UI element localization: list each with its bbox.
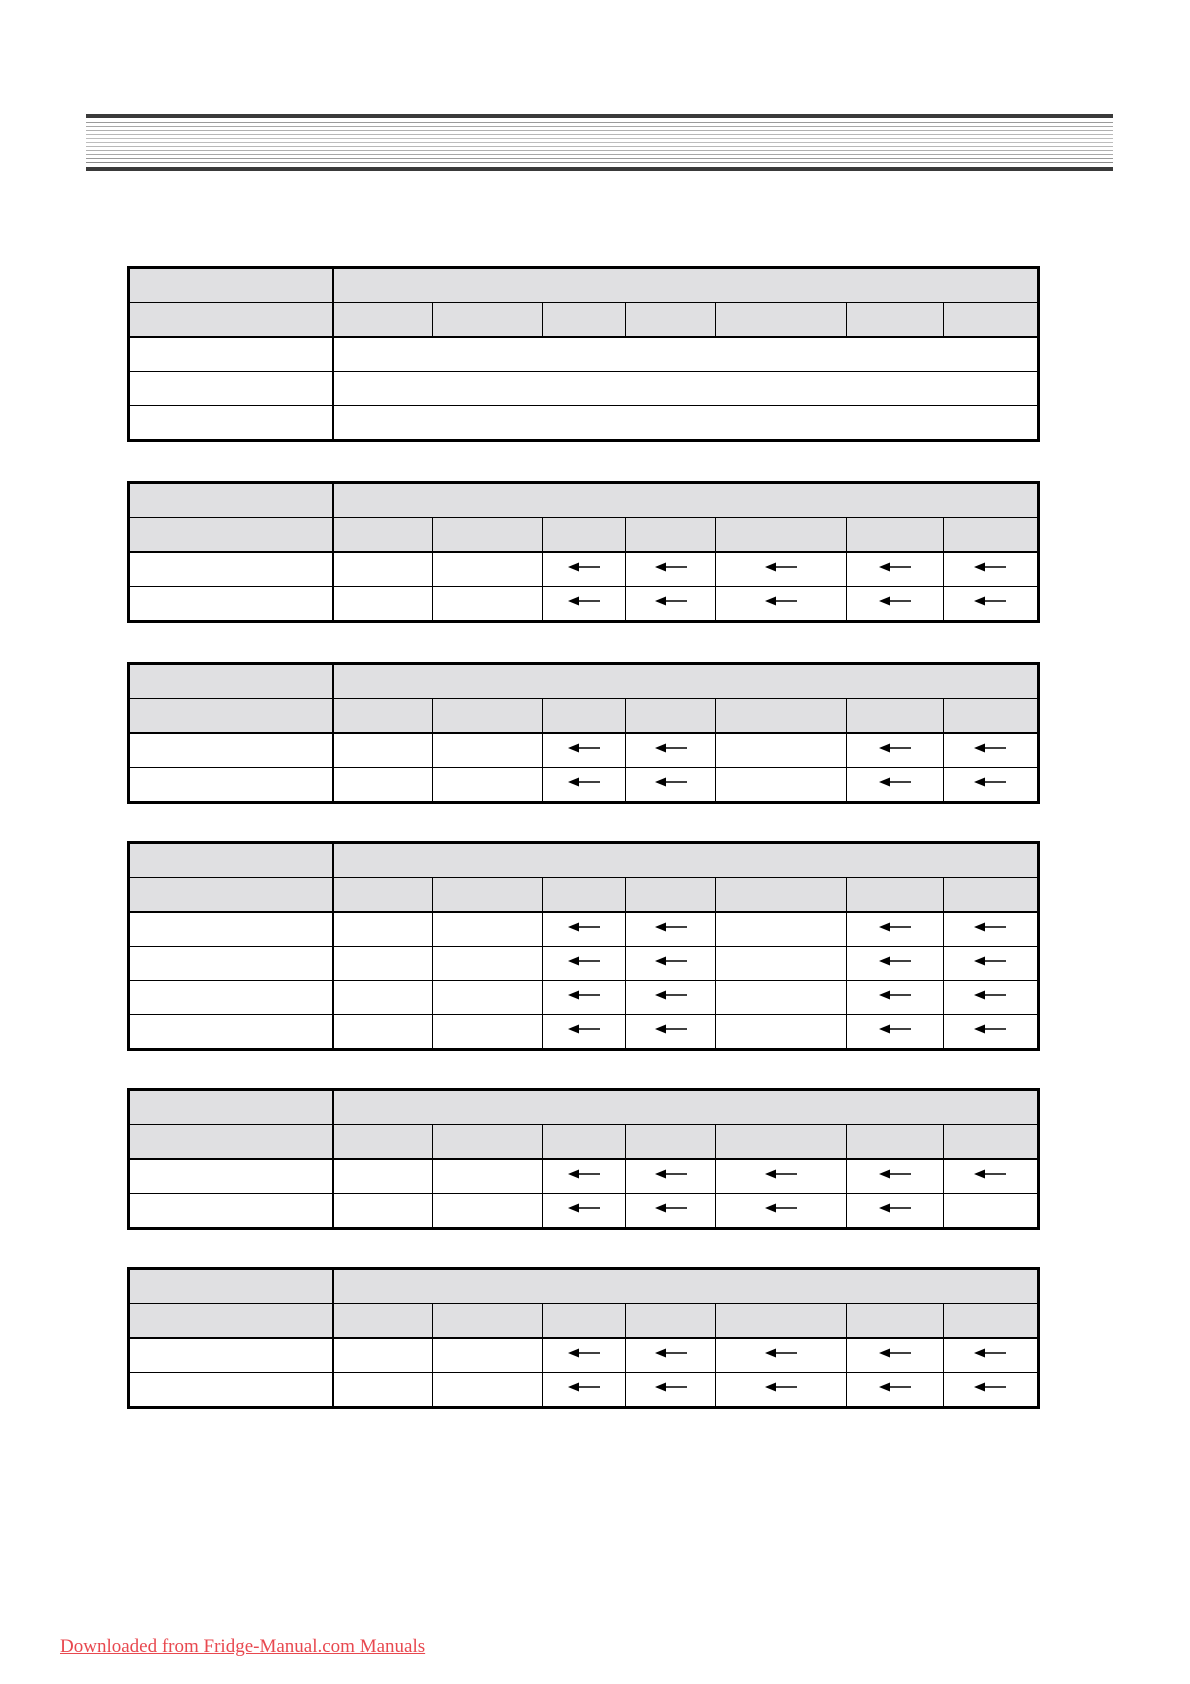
subheader-cell [543,878,626,913]
table-subheader-row [129,303,1039,338]
value-cell [715,1373,846,1408]
value-cell [433,912,543,947]
left-arrow-icon [765,1202,797,1214]
value-cell [333,912,433,947]
header-label-cell [129,1269,333,1304]
subheader-cell [543,303,626,338]
value-cell [333,552,433,587]
value-cell [543,1159,626,1194]
subheader-label-cell [129,1304,333,1339]
value-cell [715,947,846,981]
left-arrow-icon [765,595,797,607]
value-cell [433,981,543,1015]
footer-download-link[interactable]: Downloaded from Fridge-Manual.com Manuals [60,1636,426,1657]
value-cell [943,1015,1038,1050]
value-cell [943,947,1038,981]
left-arrow-icon [568,1381,600,1393]
subheader-cell [846,1304,943,1339]
left-arrow-icon [974,595,1006,607]
left-arrow-icon [974,921,1006,933]
left-arrow-icon [974,776,1006,788]
left-arrow-icon [655,1168,687,1180]
left-arrow-icon [655,595,687,607]
table-row [129,733,1039,768]
left-arrow-icon [974,742,1006,754]
table-subheader-row [129,1304,1039,1339]
table-row [129,587,1039,622]
left-arrow-icon [568,1347,600,1359]
left-arrow-icon [879,1202,911,1214]
row-label-cell [129,1338,333,1373]
header-band [86,114,1113,171]
table-row [129,372,1039,406]
subheader-cell [846,699,943,734]
value-cell [543,1015,626,1050]
left-arrow-icon [974,1347,1006,1359]
subheader-label-cell [129,1125,333,1160]
table-row [129,947,1039,981]
value-cell [715,768,846,803]
subheader-cell [543,699,626,734]
value-cell [846,1015,943,1050]
left-arrow-icon [568,595,600,607]
value-cell [433,733,543,768]
value-cell [333,981,433,1015]
subheader-cell [715,518,846,553]
table-row [129,768,1039,803]
value-cell [715,1159,846,1194]
subheader-cell [543,518,626,553]
value-cell [433,1159,543,1194]
value-cell [333,1194,433,1229]
value-cell [943,981,1038,1015]
row-label-cell [129,1015,333,1050]
row-label-cell [129,981,333,1015]
value-cell [543,1194,626,1229]
subheader-cell [433,1125,543,1160]
left-arrow-icon [879,561,911,573]
value-cell [846,912,943,947]
value-cell [433,1338,543,1373]
subheader-label-cell [129,878,333,913]
left-arrow-icon [879,955,911,967]
subheader-cell [333,878,433,913]
left-arrow-icon [879,1168,911,1180]
subheader-cell [626,303,715,338]
value-cell [543,1338,626,1373]
left-arrow-icon [655,561,687,573]
value-cell [943,768,1038,803]
header-span-cell [333,664,1039,699]
left-arrow-icon [568,1168,600,1180]
value-cell [433,947,543,981]
left-arrow-icon [655,921,687,933]
value-cell [433,587,543,622]
value-cell [333,587,433,622]
value-cell [846,981,943,1015]
subheader-cell [433,303,543,338]
spec-table-1 [127,266,1040,442]
spec-table-4 [127,841,1040,1051]
value-cell [943,733,1038,768]
left-arrow-icon [568,561,600,573]
value-cell [943,1159,1038,1194]
value-cell [333,733,433,768]
header-span-cell [333,1090,1039,1125]
header-span-cell [333,268,1039,303]
value-cell [433,768,543,803]
value-cell [943,587,1038,622]
table-header-row [129,1269,1039,1304]
left-arrow-icon [765,561,797,573]
value-cell [626,1194,715,1229]
header-label-cell [129,483,333,518]
left-arrow-icon [974,1023,1006,1035]
subheader-cell [626,1125,715,1160]
header-label-cell [129,1090,333,1125]
table-subheader-row [129,1125,1039,1160]
subheader-cell [333,1304,433,1339]
left-arrow-icon [568,1202,600,1214]
value-cell [433,1015,543,1050]
left-arrow-icon [974,955,1006,967]
value-cell [846,1338,943,1373]
subheader-cell [433,518,543,553]
value-cell [846,1159,943,1194]
left-arrow-icon [879,989,911,1001]
value-cell [543,1373,626,1408]
value-cell [846,733,943,768]
subheader-cell [715,303,846,338]
left-arrow-icon [879,921,911,933]
value-cell [626,587,715,622]
value-cell [333,1373,433,1408]
value-cell [333,1159,433,1194]
header-label-cell [129,664,333,699]
left-arrow-icon [879,1023,911,1035]
value-cell [333,1015,433,1050]
spec-table-5 [127,1088,1040,1230]
subheader-cell [333,1125,433,1160]
left-arrow-icon [568,921,600,933]
value-cell [626,912,715,947]
value-cell [943,1373,1038,1408]
header-span-cell [333,1269,1039,1304]
left-arrow-icon [655,742,687,754]
subheader-cell [715,699,846,734]
value-cell [846,947,943,981]
value-cell [715,587,846,622]
subheader-cell [626,699,715,734]
value-cell [715,1194,846,1229]
table-row [129,1373,1039,1408]
row-label-cell [129,337,333,372]
value-cell [943,912,1038,947]
row-label-cell [129,947,333,981]
value-cell [626,1159,715,1194]
value-cell [626,552,715,587]
left-arrow-icon [568,742,600,754]
subheader-label-cell [129,518,333,553]
row-label-cell [129,552,333,587]
header-label-cell [129,268,333,303]
value-cell [943,1194,1038,1229]
header-span-cell [333,483,1039,518]
value-cell [333,947,433,981]
left-arrow-icon [974,1381,1006,1393]
subheader-cell [943,518,1038,553]
spec-table-6 [127,1267,1040,1409]
value-cell [626,981,715,1015]
table-header-row [129,843,1039,878]
left-arrow-icon [974,1168,1006,1180]
row-label-cell [129,406,333,441]
subheader-cell [846,1125,943,1160]
value-cell [846,552,943,587]
merged-value-cell [333,337,1039,372]
value-cell [543,768,626,803]
value-cell [433,1373,543,1408]
left-arrow-icon [655,1381,687,1393]
left-arrow-icon [568,955,600,967]
table-subheader-row [129,518,1039,553]
table-row [129,406,1039,441]
value-cell [333,768,433,803]
value-cell [433,1194,543,1229]
value-cell [943,552,1038,587]
subheader-cell [943,1304,1038,1339]
table-row [129,552,1039,587]
subheader-cell [626,1304,715,1339]
left-arrow-icon [765,1381,797,1393]
value-cell [433,552,543,587]
value-cell [715,552,846,587]
left-arrow-icon [765,1168,797,1180]
header-stripes [86,114,1113,171]
value-cell [715,981,846,1015]
table-subheader-row [129,878,1039,913]
subheader-cell [433,699,543,734]
left-arrow-icon [974,989,1006,1001]
header-label-cell [129,843,333,878]
subheader-cell [626,518,715,553]
value-cell [543,733,626,768]
subheader-cell [943,699,1038,734]
table-header-row [129,664,1039,699]
table-row [129,337,1039,372]
value-cell [543,981,626,1015]
value-cell [846,587,943,622]
value-cell [715,1015,846,1050]
subheader-cell [543,1125,626,1160]
subheader-cell [846,878,943,913]
value-cell [715,733,846,768]
subheader-cell [626,878,715,913]
subheader-cell [715,878,846,913]
value-cell [626,733,715,768]
left-arrow-icon [879,776,911,788]
value-cell [626,768,715,803]
table-subheader-row [129,699,1039,734]
header-span-cell [333,843,1039,878]
subheader-cell [943,1125,1038,1160]
subheader-cell [943,303,1038,338]
subheader-cell [433,878,543,913]
table-row [129,1159,1039,1194]
subheader-label-cell [129,699,333,734]
left-arrow-icon [879,595,911,607]
value-cell [846,1373,943,1408]
merged-value-cell [333,372,1039,406]
subheader-cell [333,303,433,338]
value-cell [543,587,626,622]
value-cell [715,912,846,947]
left-arrow-icon [568,776,600,788]
spec-table-2 [127,481,1040,623]
left-arrow-icon [568,1023,600,1035]
value-cell [543,912,626,947]
left-arrow-icon [655,955,687,967]
subheader-cell [943,878,1038,913]
row-label-cell [129,1373,333,1408]
row-label-cell [129,733,333,768]
value-cell [543,947,626,981]
subheader-cell [543,1304,626,1339]
subheader-cell [846,518,943,553]
subheader-label-cell [129,303,333,338]
table-header-row [129,1090,1039,1125]
row-label-cell [129,587,333,622]
value-cell [626,1373,715,1408]
merged-value-cell [333,406,1039,441]
value-cell [846,1194,943,1229]
subheader-cell [333,518,433,553]
value-cell [626,1015,715,1050]
spec-table-3 [127,662,1040,804]
value-cell [715,1338,846,1373]
value-cell [543,552,626,587]
left-arrow-icon [879,742,911,754]
table-row [129,912,1039,947]
table-row [129,1338,1039,1373]
table-row [129,1194,1039,1229]
left-arrow-icon [655,1347,687,1359]
row-label-cell [129,912,333,947]
left-arrow-icon [974,561,1006,573]
row-label-cell [129,372,333,406]
row-label-cell [129,1194,333,1229]
table-row [129,981,1039,1015]
value-cell [626,947,715,981]
subheader-cell [433,1304,543,1339]
subheader-cell [715,1125,846,1160]
value-cell [333,1338,433,1373]
left-arrow-icon [879,1347,911,1359]
table-header-row [129,483,1039,518]
subheader-cell [715,1304,846,1339]
left-arrow-icon [568,989,600,1001]
row-label-cell [129,1159,333,1194]
table-header-row [129,268,1039,303]
row-label-cell [129,768,333,803]
value-cell [626,1338,715,1373]
subheader-cell [333,699,433,734]
subheader-cell [846,303,943,338]
left-arrow-icon [655,1023,687,1035]
value-cell [943,1338,1038,1373]
left-arrow-icon [655,1202,687,1214]
left-arrow-icon [765,1347,797,1359]
left-arrow-icon [879,1381,911,1393]
table-row [129,1015,1039,1050]
left-arrow-icon [655,776,687,788]
left-arrow-icon [655,989,687,1001]
value-cell [846,768,943,803]
